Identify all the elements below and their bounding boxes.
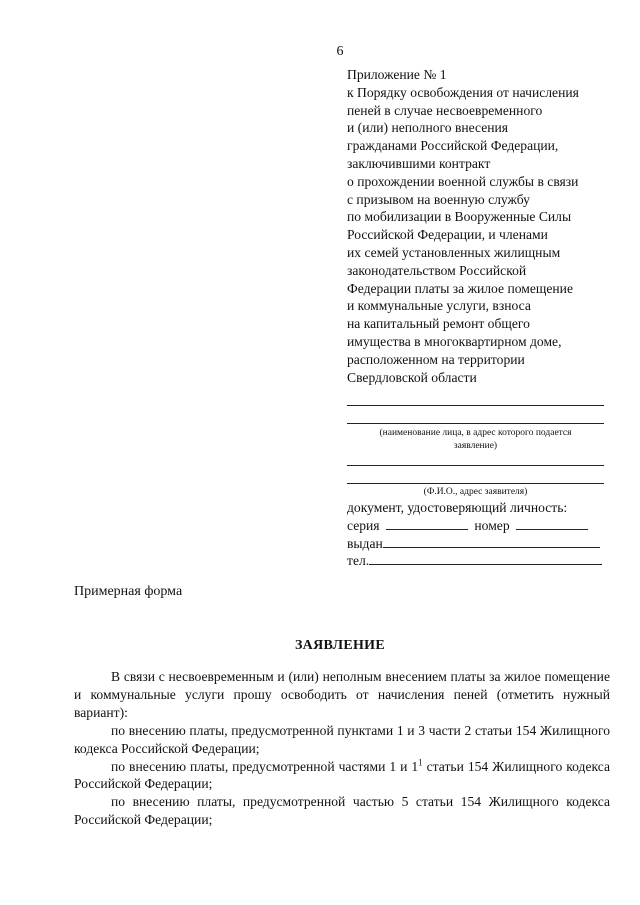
applicant-caption: (Ф.И.О., адрес заявителя) bbox=[423, 487, 528, 497]
page-number: 6 bbox=[336, 44, 344, 59]
appendix-line: и коммунальные услуги, взноса bbox=[347, 298, 531, 314]
applicant-line[interactable] bbox=[347, 465, 604, 466]
issued-field[interactable] bbox=[383, 535, 600, 548]
addressee-caption: (наименование лица, в адрес которого подается заявление) bbox=[379, 428, 572, 451]
appendix-line: Федерации платы за жилое помещение bbox=[347, 280, 573, 296]
addressee-line[interactable] bbox=[347, 405, 604, 406]
appendix-header bbox=[347, 66, 617, 386]
appendix-line: о прохождении военной службы в связи bbox=[347, 173, 579, 189]
appendix-line: имущества в многоквартирном доме, bbox=[347, 333, 562, 349]
option-2: по внесению платы, предусмотренной частями 1 и $1^1$ статьи 154 Жилищного кодекса Российской Федерации; bbox=[74, 757, 610, 792]
superscript: 1 bbox=[418, 757, 423, 767]
number-label: номер bbox=[474, 518, 510, 533]
document-title: ЗАЯВЛЕНИЕ bbox=[294, 638, 385, 653]
form-type-label: Примерная форма bbox=[74, 584, 183, 599]
issued-row bbox=[347, 535, 609, 552]
appendix-line: законодательством Российской bbox=[347, 262, 527, 278]
statement-body bbox=[74, 668, 610, 829]
addressee-line[interactable] bbox=[347, 423, 604, 424]
appendix-line: гражданами Российской Федерации, bbox=[347, 138, 559, 154]
option-3: по внесению платы, предусмотренной частью 5 статьи 154 Жилищного кодекса Российской Федерации; bbox=[74, 794, 610, 828]
issued-label: выдан bbox=[347, 536, 383, 551]
appendix-line: Приложение № 1 bbox=[347, 67, 447, 82]
statement-intro: В связи с несвоевременным и (или) неполным внесением платы за жилое помещение и коммунальные услуги прошу освободить от начисления пеней (отметить нужный вариант): bbox=[74, 669, 610, 720]
id-document-heading: документ, удостоверяющий личность: bbox=[347, 500, 568, 515]
appendix-line: и (или) неполного внесения bbox=[347, 120, 509, 136]
series-label: серия bbox=[347, 518, 380, 533]
appendix-line: по мобилизации в Вооруженные Силы bbox=[347, 209, 572, 225]
series-number-row bbox=[347, 517, 609, 534]
appendix-line: Российской Федерации, и членами bbox=[347, 227, 548, 243]
appendix-line: заключившими контракт bbox=[347, 155, 491, 171]
phone-label: тел. bbox=[347, 553, 370, 568]
number-field[interactable] bbox=[516, 517, 588, 530]
phone-field[interactable] bbox=[369, 552, 602, 565]
appendix-line: к Порядку освобождения от начисления bbox=[347, 84, 579, 100]
appendix-line: на капитальный ремонт общего bbox=[347, 316, 530, 332]
appendix-line: расположенном на территории bbox=[347, 351, 525, 367]
applicant-line[interactable] bbox=[347, 483, 604, 484]
appendix-line: с призывом на военную службу bbox=[347, 191, 530, 207]
appendix-line: их семей установленных жилищным bbox=[347, 244, 561, 260]
option-1: по внесению платы, предусмотренной пунктами 1 и 3 части 2 статьи 154 Жилищного кодекса Российской Федерации; bbox=[74, 722, 610, 756]
phone-row bbox=[347, 552, 609, 569]
appendix-line: Свердловской области bbox=[347, 369, 477, 385]
series-field[interactable] bbox=[386, 517, 468, 530]
appendix-line: пеней в случае несвоевременного bbox=[347, 102, 543, 118]
